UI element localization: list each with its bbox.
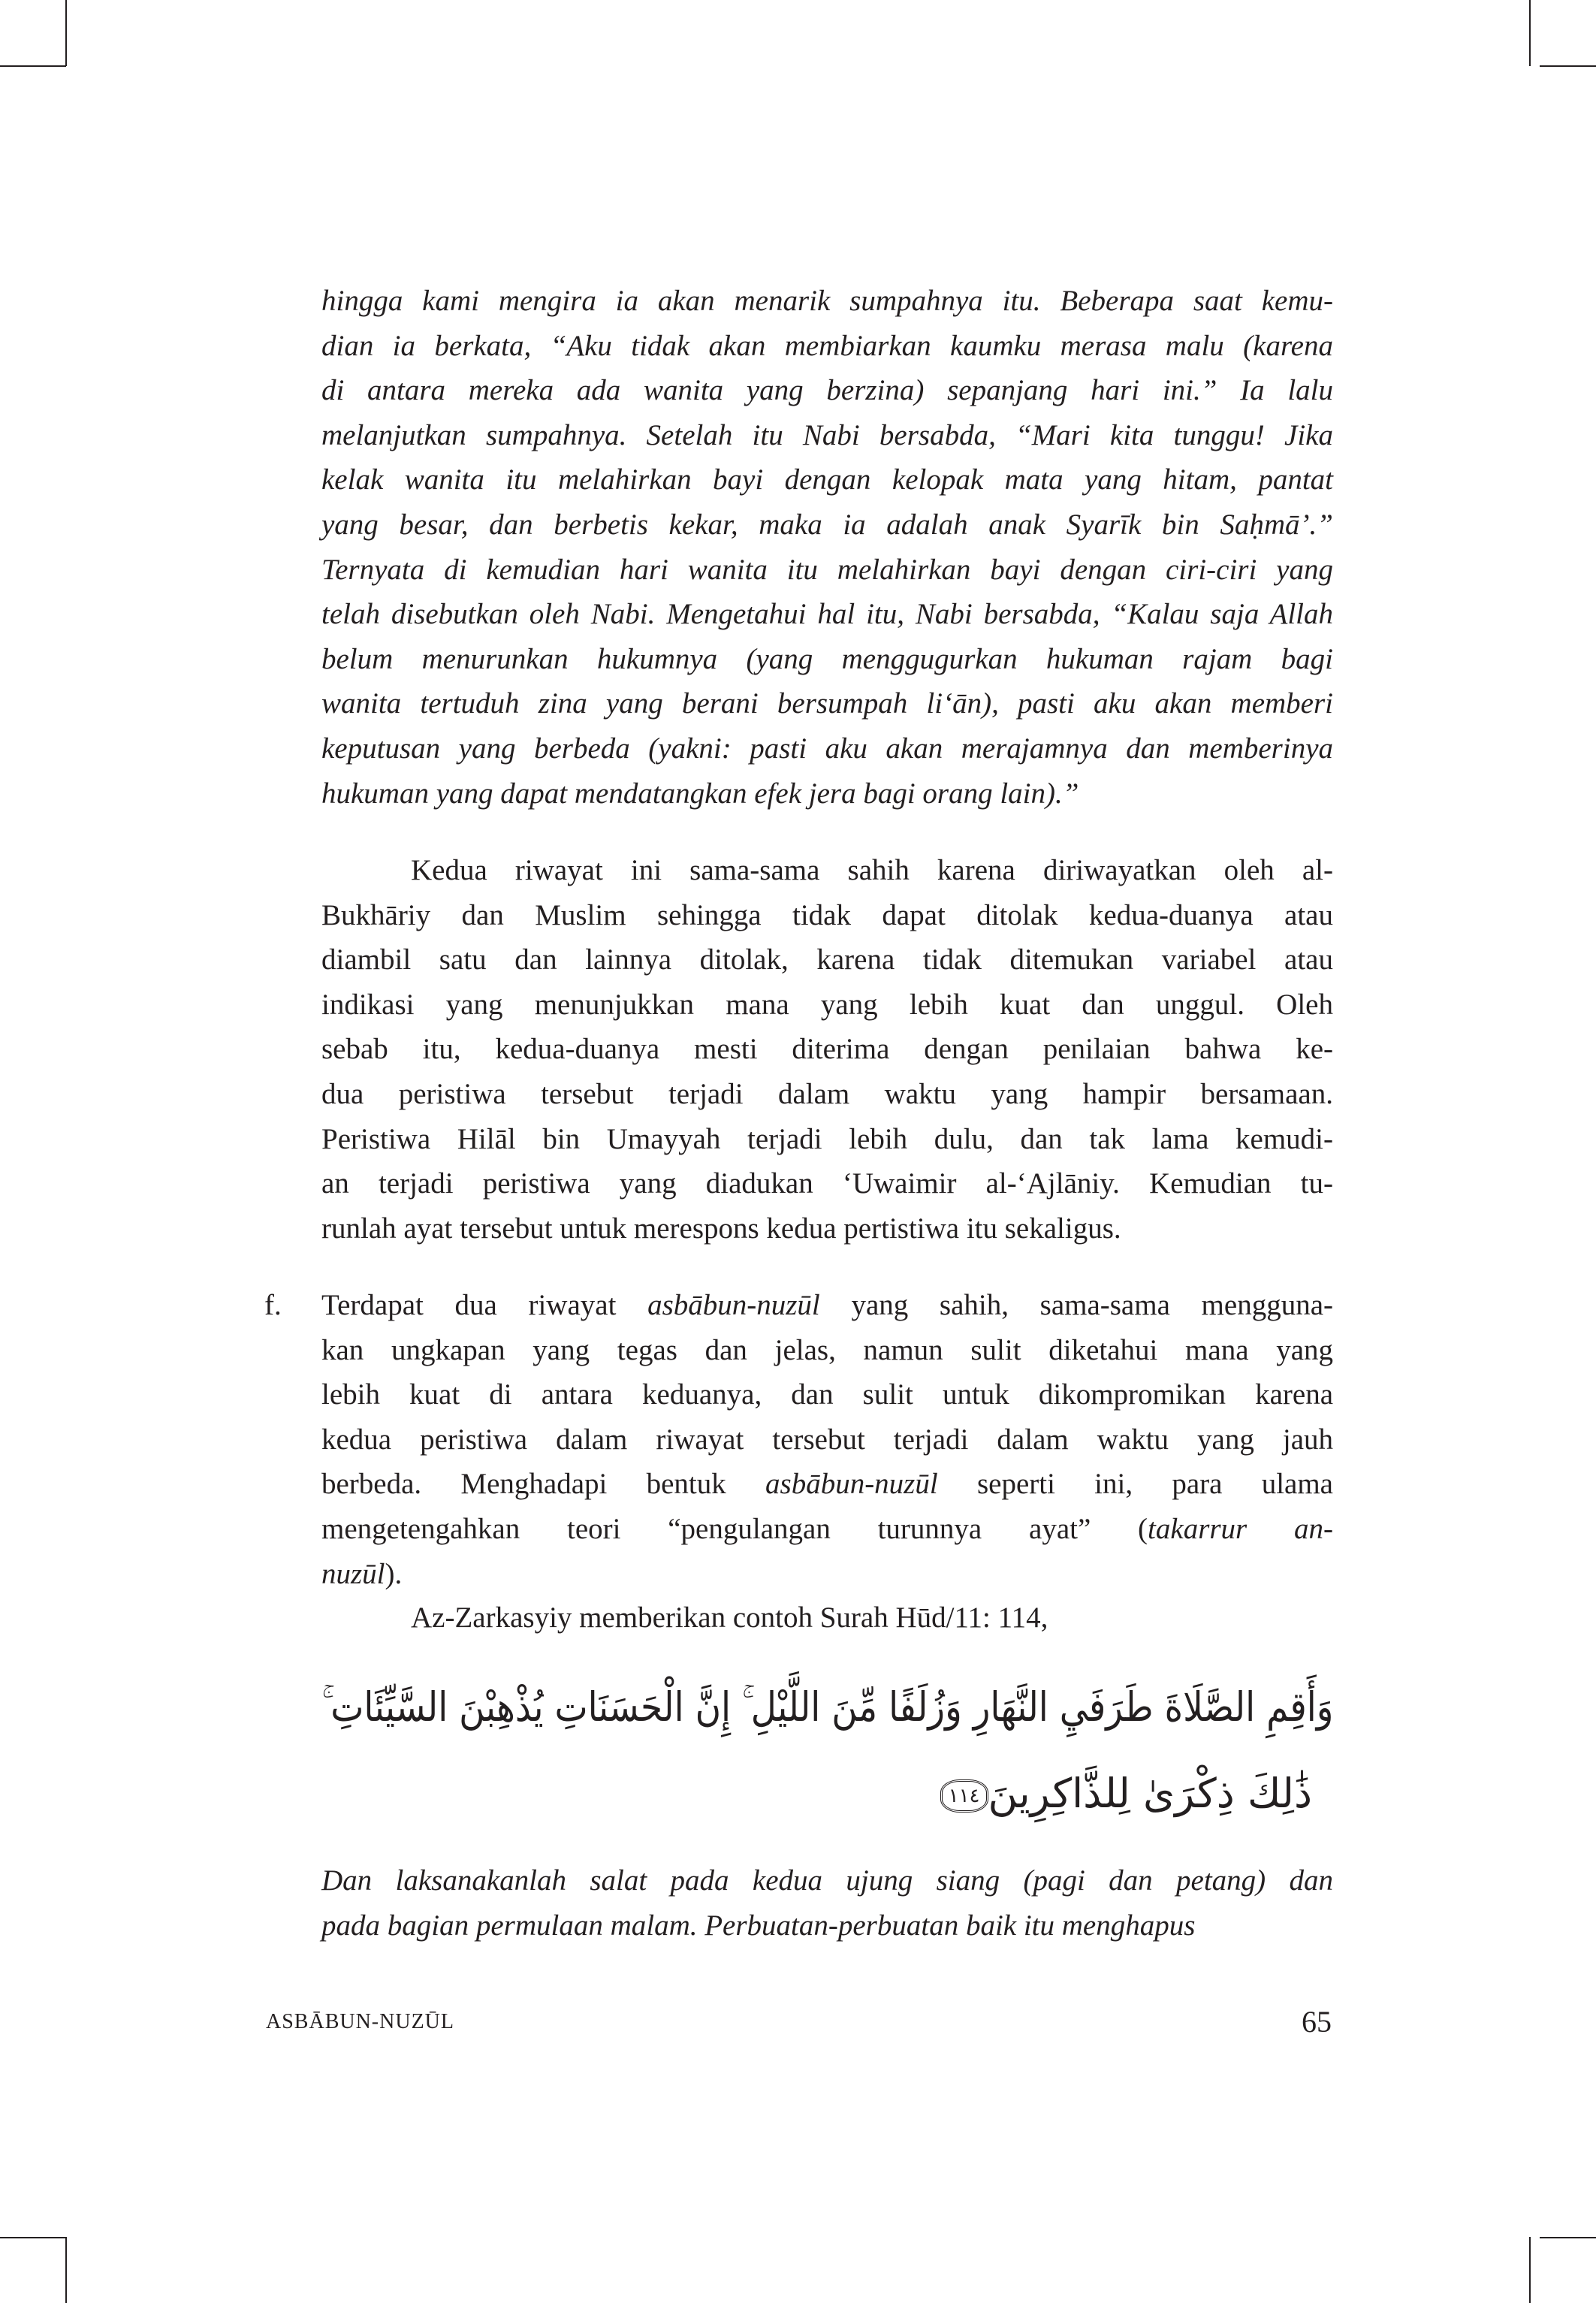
text-line	[321, 1283, 1333, 1328]
text-line-content	[321, 1462, 1333, 1507]
text-line	[321, 592, 1333, 637]
italic-term: asbābun-nuzūl	[647, 1289, 820, 1321]
text-segment: seperti ini, para ulama	[937, 1468, 1333, 1501]
example-intro	[321, 1595, 1333, 1640]
text-line	[321, 1027, 1333, 1072]
text-line-content	[321, 982, 1333, 1028]
text-segment: yang sahih, sama-sama mengguna-	[819, 1289, 1333, 1321]
text-line-content	[321, 1328, 1333, 1373]
text-line	[321, 324, 1333, 369]
text-segment: Peristiwa Hilāl bin Umayyah terjadi lebih dulu, dan tak lama kemudi-	[321, 1122, 1333, 1155]
text-segment: kelak wanita itu melahirkan bayi dengan kelopak mata yang hitam, pantat	[321, 463, 1333, 497]
text-segment: dian ia berkata, “Aku tidak akan membiarkan kaumku merasa malu (karena	[321, 329, 1333, 362]
text-line-content	[321, 1072, 1333, 1117]
crop-mark	[65, 0, 67, 66]
text-segment: di antara mereka ada wanita yang berzina) sepanjang hari ini.” Ia lalu	[321, 374, 1333, 407]
text-line	[321, 1858, 1333, 1903]
text-line-content	[321, 1283, 1333, 1328]
text-line	[321, 1595, 1333, 1640]
text-line	[321, 637, 1333, 682]
text-line-content	[321, 1206, 1121, 1251]
arabic-verse-line-2	[321, 1750, 1333, 1837]
text-line	[321, 1507, 1333, 1552]
text-segment: Dan laksanakanlah salat pada kedua ujung siang (pagi dan petang) dan	[321, 1864, 1333, 1897]
crop-mark	[1529, 2237, 1531, 2303]
text-segment: sebab itu, kedua-duanya mesti diterima dengan penilaian bahwa ke-	[321, 1033, 1333, 1066]
crop-mark	[65, 2237, 67, 2303]
text-line-content	[321, 1858, 1333, 1903]
text-line-content	[411, 1595, 1048, 1640]
text-segment: keputusan yang berbeda (yakni: pasti aku akan merajamnya dan memberinya	[321, 732, 1333, 765]
italic-term: asbābun-nuzūl	[765, 1468, 938, 1501]
text-line	[321, 1117, 1333, 1162]
text-segment: berbeda. Menghadapi bentuk	[321, 1468, 766, 1501]
text-line-content	[321, 324, 1333, 369]
page-number: 65	[1302, 2005, 1332, 2039]
arabic-verse-line-1-row	[321, 1664, 1333, 1750]
text-line	[321, 893, 1333, 938]
text-segment: belum menurunkan hukumnya (yang menggugurkan hukuman rajam bagi	[321, 642, 1333, 675]
italic-term: nuzūl	[321, 1557, 385, 1590]
verse-translation	[321, 1858, 1333, 1948]
text-line	[321, 1552, 1333, 1597]
text-line-content	[321, 1552, 402, 1597]
text-line-content	[321, 681, 1333, 726]
running-footer-title: ASBĀBUN-NUZŪL	[266, 2010, 454, 2033]
text-line	[321, 771, 1333, 816]
text-segment: diambil satu dan lainnya ditolak, karena tidak ditemukan variabel atau	[321, 943, 1333, 976]
body-paragraph	[321, 848, 1333, 1251]
text-segment: dua peristiwa tersebut terjadi dalam waktu yang hampir bersamaan.	[321, 1077, 1333, 1110]
text-line-content	[321, 893, 1333, 938]
text-segment: telah disebutkan oleh Nabi. Mengetahui hal itu, Nabi bersabda, “Kalau saja Allah	[321, 598, 1333, 631]
text-line	[321, 1328, 1333, 1373]
text-line-content	[321, 413, 1333, 458]
text-line-content	[321, 1117, 1333, 1162]
text-line-content	[411, 848, 1333, 893]
text-line	[321, 1417, 1333, 1462]
text-line	[321, 368, 1333, 413]
text-line-content	[321, 1161, 1333, 1206]
text-line-content	[321, 1417, 1333, 1462]
text-segment: Terdapat dua riwayat	[321, 1289, 648, 1321]
text-line	[321, 1462, 1333, 1507]
text-segment: Kedua riwayat ini sama-sama sahih karena diriwayatkan oleh al-	[411, 854, 1333, 886]
text-line	[321, 1206, 1333, 1251]
text-line-content	[321, 279, 1333, 324]
text-line	[321, 937, 1333, 982]
text-segment: pada bagian permulaan malam. Perbuatan-perbuatan baik itu menghapus	[321, 1909, 1196, 1942]
text-segment: yang besar, dan berbetis kekar, maka ia adalah anak Syarīk bin Saḥmā’.”	[321, 508, 1333, 541]
text-line	[321, 1372, 1333, 1417]
text-segment: wanita tertuduh zina yang berani bersumpah li‘ān), pasti aku akan memberi	[321, 687, 1333, 720]
text-line-content	[321, 937, 1333, 982]
text-line	[321, 457, 1333, 503]
text-line-content	[321, 771, 1079, 816]
text-line-content	[321, 592, 1333, 637]
text-segment: kedua peristiwa dalam riwayat tersebut terjadi dalam waktu yang jauh	[321, 1423, 1333, 1456]
text-line	[321, 1161, 1333, 1206]
text-line	[321, 503, 1333, 548]
text-line-content	[321, 548, 1333, 593]
text-segment: runlah ayat tersebut untuk merespons kedua pertistiwa itu sekaligus.	[321, 1212, 1121, 1245]
text-segment: an terjadi peristiwa yang diadukan ‘Uwaimir al-‘Ajlāniy. Kemudian tu-	[321, 1167, 1333, 1200]
text-line-content	[321, 457, 1333, 503]
text-line	[321, 413, 1333, 458]
text-segment: hukuman yang dapat mendatangkan efek jera bagi orang lain).”	[321, 777, 1079, 810]
text-line-content	[321, 1027, 1333, 1072]
crop-mark	[0, 2237, 66, 2238]
text-segment: Bukhāriy dan Muslim sehingga tidak dapat ditolak kedua-duanya atau	[321, 898, 1333, 931]
text-segment: ).	[385, 1557, 403, 1590]
text-line	[321, 726, 1333, 771]
text-segment: kan ungkapan yang tegas dan jelas, namun sulit diketahui mana yang	[321, 1333, 1333, 1366]
text-line	[321, 548, 1333, 593]
crop-mark	[1529, 0, 1531, 66]
text-line-content	[321, 637, 1333, 682]
text-line-content	[321, 503, 1333, 548]
text-line	[321, 279, 1333, 324]
text-segment: mengetengahkan teori “pengulangan turunnya ayat” (	[321, 1512, 1148, 1545]
list-item-f	[321, 1283, 1333, 1596]
text-line-content	[321, 726, 1333, 771]
arabic-verse-line-2-group	[930, 1750, 1312, 1837]
text-line-content	[321, 1507, 1333, 1552]
text-line	[321, 848, 1333, 893]
text-line-content	[321, 1372, 1333, 1417]
arabic-verse	[321, 1664, 1333, 1837]
arabic-verse-line-2-text: ذَٰلِكَ ذِكْرَىٰ لِلذَّاكِرِينَ	[988, 1770, 1312, 1817]
text-line	[321, 1072, 1333, 1117]
text-segment: Az-Zarkasyiy memberikan contoh Surah Hūd/11: 114,	[411, 1601, 1048, 1634]
text-line	[321, 1903, 1333, 1948]
ayah-number-marker: ١١٤	[940, 1779, 988, 1813]
text-segment: lebih kuat di antara keduanya, dan sulit untuk dikompromikan karena	[321, 1378, 1333, 1411]
crop-mark	[1540, 2237, 1596, 2238]
italic-term: takarrur an-	[1148, 1512, 1333, 1545]
crop-mark	[0, 65, 66, 67]
text-line-content	[321, 1903, 1195, 1948]
arabic-verse-line-1: وَأَقِمِ الصَّلَاةَ طَرَفَيِ النَّهَارِ وَزُلَفًا مِّنَ اللَّيْلِ ۚ إِنَّ الْحَسَنَاتِ يُذْهِبْنَ السَّيِّئَاتِ ۚ	[321, 1683, 1333, 1731]
text-segment: hingga kami mengira ia akan menarik sumpahnya itu. Beberapa saat kemu-	[321, 285, 1333, 317]
text-segment: indikasi yang menunjukkan mana yang lebih kuat dan unggul. Oleh	[321, 988, 1333, 1021]
hadith-quote-paragraph	[321, 279, 1333, 816]
crop-mark	[1540, 65, 1596, 67]
list-marker: f.	[264, 1289, 282, 1321]
text-line	[321, 982, 1333, 1028]
text-segment: melanjutkan sumpahnya. Setelah itu Nabi bersabda, “Mari kita tunggu! Jika	[321, 418, 1333, 451]
text-line-content	[321, 368, 1333, 413]
text-line	[321, 681, 1333, 726]
text-segment: Ternyata di kemudian hari wanita itu melahirkan bayi dengan ciri-ciri yang	[321, 553, 1333, 586]
